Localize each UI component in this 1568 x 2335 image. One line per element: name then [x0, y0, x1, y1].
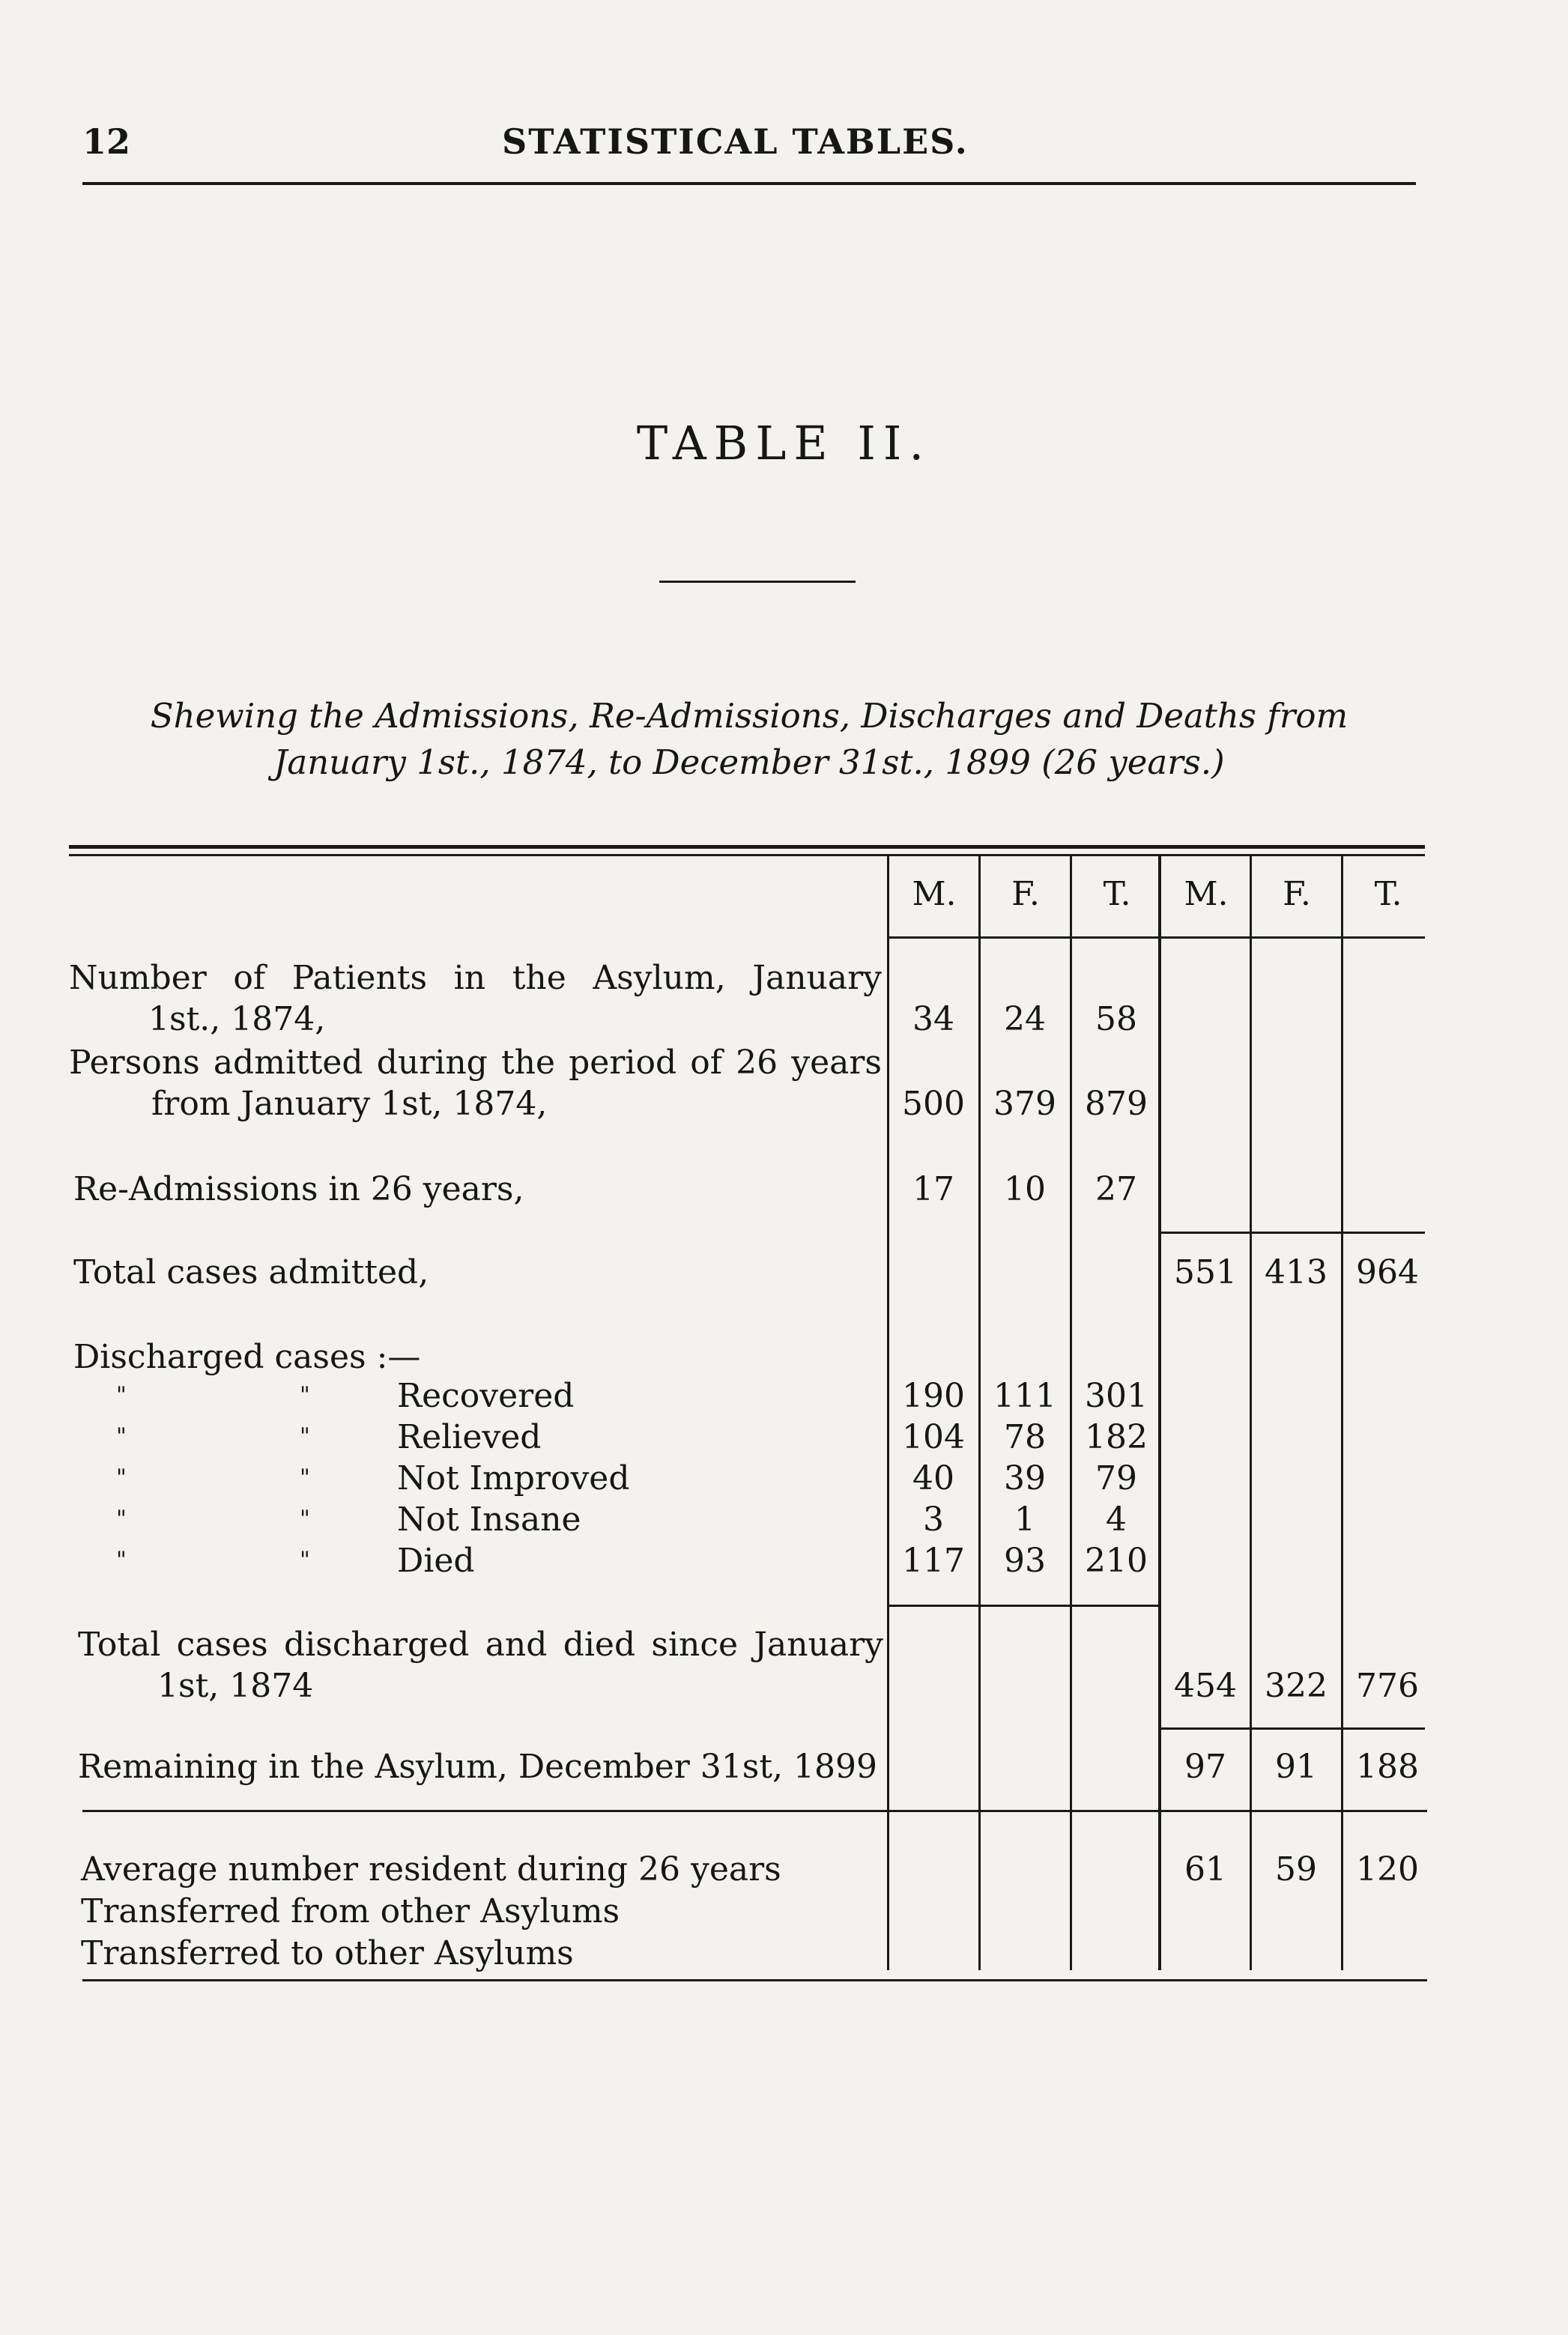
cell-not-improved-f: 39	[1004, 1459, 1046, 1497]
ditto-mark: "	[116, 1547, 127, 1573]
cell-admitted-f: 379	[993, 1085, 1056, 1123]
cell-total-discharged-m: 454	[1174, 1667, 1237, 1705]
cell-readmissions-f: 10	[1004, 1170, 1046, 1208]
row-label-patients-1874: Number of Patients in the Asylum, January	[69, 959, 882, 997]
row-label-remaining: Remaining in the Asylum, December 31st, 1899	[78, 1748, 877, 1786]
cell-not-insane-m: 3	[923, 1500, 944, 1539]
cell-recovered-f: 111	[993, 1377, 1056, 1415]
ditto-mark: "	[116, 1465, 127, 1491]
cell-not-improved-m: 40	[912, 1459, 954, 1497]
row-label-died: Died	[397, 1542, 475, 1580]
column-header-f: F.	[1011, 875, 1040, 913]
row-label-admitted-cont: from January 1st, 1874,	[151, 1085, 548, 1123]
cell-died-t: 210	[1085, 1542, 1148, 1580]
row-label-relieved: Relieved	[397, 1418, 542, 1456]
cell-average-f: 59	[1275, 1850, 1317, 1889]
cell-died-f: 93	[1004, 1542, 1046, 1580]
row-label-transferred-from: Transferred from other Asylums	[81, 1892, 620, 1930]
cell-total-admitted-f: 413	[1265, 1253, 1328, 1291]
subtitle-line-1: Shewing the Admissions, Re-Admissions, Discharges and Deaths from	[150, 696, 1348, 736]
cell-relieved-t: 182	[1085, 1418, 1148, 1456]
row-label-not-insane: Not Insane	[397, 1500, 581, 1539]
row-label-patients-1874-cont: 1st., 1874,	[148, 1000, 326, 1038]
ditto-mark: "	[300, 1506, 310, 1532]
subtotal-rule	[1158, 1727, 1425, 1730]
row-label-readmissions: Re-Admissions in 26 years,	[73, 1170, 524, 1208]
cell-died-m: 117	[902, 1542, 965, 1580]
title-rule	[659, 581, 856, 583]
cell-total-discharged-f: 322	[1265, 1667, 1328, 1705]
cell-not-insane-t: 4	[1106, 1500, 1127, 1539]
column-divider	[1250, 854, 1252, 1970]
row-label-transferred-to: Transferred to other Asylums	[81, 1934, 574, 1972]
column-header-t: T.	[1103, 875, 1131, 913]
header-underline	[887, 936, 1425, 939]
column-header-m-total: M.	[1184, 875, 1229, 913]
table-top-rule-inner	[69, 854, 1425, 856]
row-label-admitted: Persons admitted during the period of 26 years	[69, 1044, 882, 1082]
cell-readmissions-t: 27	[1095, 1170, 1137, 1208]
cell-patients-f: 24	[1004, 1000, 1046, 1038]
cell-patients-m: 34	[912, 1000, 954, 1038]
cell-not-insane-f: 1	[1014, 1500, 1035, 1539]
cell-admitted-t: 879	[1085, 1085, 1148, 1123]
table-subtitle	[71, 693, 1427, 786]
ditto-mark: "	[300, 1465, 310, 1491]
row-label-recovered: Recovered	[397, 1377, 575, 1415]
table-bottom-rule	[82, 1979, 1427, 1981]
column-header-t-total: T.	[1374, 875, 1402, 913]
cell-average-m: 61	[1184, 1850, 1226, 1889]
ditto-mark: "	[116, 1382, 127, 1408]
cell-total-admitted-t: 964	[1356, 1253, 1419, 1291]
cell-recovered-t: 301	[1085, 1377, 1148, 1415]
ditto-mark: "	[300, 1547, 310, 1573]
row-label-total-admitted: Total cases admitted,	[73, 1253, 429, 1291]
cell-remaining-m: 97	[1184, 1748, 1226, 1786]
ditto-mark: "	[300, 1423, 310, 1450]
row-label-not-improved: Not Improved	[397, 1459, 630, 1497]
header-rule	[82, 182, 1416, 185]
cell-not-improved-t: 79	[1095, 1459, 1137, 1497]
row-label-total-discharged: Total cases discharged and died since January	[78, 1626, 883, 1664]
cell-total-discharged-t: 776	[1356, 1667, 1419, 1705]
cell-relieved-m: 104	[902, 1418, 965, 1456]
row-label-discharged: Discharged cases :—	[73, 1338, 421, 1376]
ditto-mark: "	[116, 1506, 127, 1532]
row-label-average: Average number resident during 26 years	[81, 1850, 781, 1889]
table-title: TABLE II.	[636, 416, 932, 470]
cell-remaining-f: 91	[1275, 1748, 1317, 1786]
subtitle-line-2: January 1st., 1874, to December 31st., 1899 (26 years.)	[273, 742, 1225, 782]
cell-readmissions-m: 17	[912, 1170, 954, 1208]
ditto-mark: "	[300, 1382, 310, 1408]
column-divider	[1341, 854, 1343, 1970]
running-head	[82, 112, 1418, 172]
cell-remaining-t: 188	[1356, 1748, 1419, 1786]
running-title: STATISTICAL TABLES.	[502, 121, 969, 162]
cell-total-admitted-m: 551	[1174, 1253, 1237, 1291]
page-number: 12	[82, 121, 131, 162]
cell-admitted-m: 500	[902, 1085, 965, 1123]
table-top-rule	[69, 845, 1425, 849]
cell-average-t: 120	[1356, 1850, 1419, 1889]
subtotal-rule	[1158, 1232, 1425, 1234]
section-rule	[82, 1810, 1427, 1812]
cell-recovered-m: 190	[902, 1377, 965, 1415]
ditto-mark: "	[116, 1423, 127, 1450]
cell-relieved-f: 78	[1004, 1418, 1046, 1456]
subtotal-rule	[887, 1605, 1158, 1607]
column-header-f-total: F.	[1283, 875, 1311, 913]
column-header-m: M.	[912, 875, 957, 913]
cell-patients-t: 58	[1095, 1000, 1137, 1038]
row-label-total-discharged-cont: 1st, 1874	[157, 1667, 314, 1705]
